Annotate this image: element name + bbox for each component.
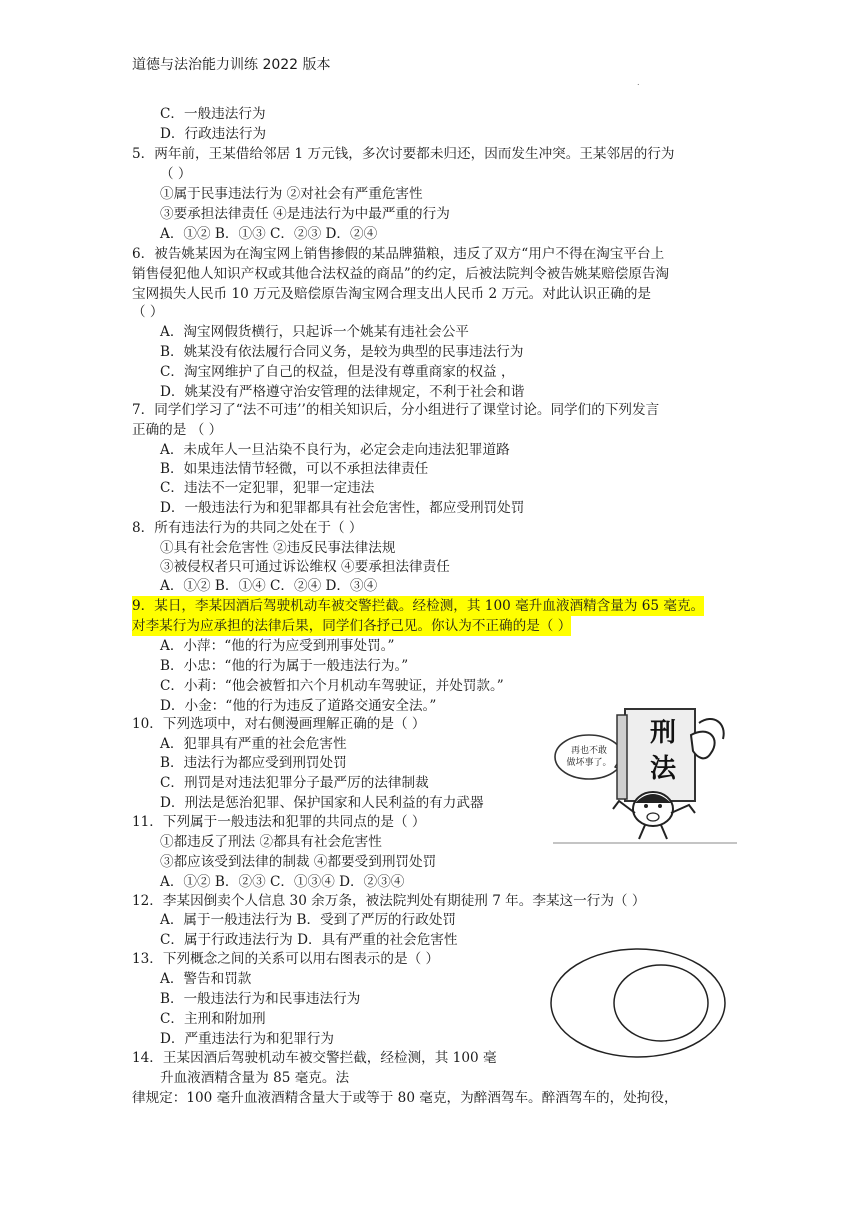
q10-stem: 10．下列选项中，对右侧漫画理解正确的是（ ） bbox=[132, 716, 426, 732]
q11-items-1: ①都违反了刑法 ②都具有社会危害性 bbox=[160, 834, 382, 850]
book-title-1: 刑 bbox=[649, 718, 677, 748]
q12-stem: 12．李某因倒卖个人信息 30 余万条，被法院判处有期徒刑 7 年。李某这一行为（ ） bbox=[132, 893, 646, 909]
q4-option-c: C．一般违法行为 bbox=[160, 106, 266, 122]
inner-ellipse bbox=[614, 965, 708, 1041]
q14-stem-3: 律规定：100 毫升血液酒精含量大于或等于 80 毫克，为醉酒驾车。醉酒驾车的，处拘役， bbox=[132, 1090, 678, 1106]
q8-items-2: ③被侵权者只可通过诉讼维权 ④要承担法律责任 bbox=[160, 559, 450, 575]
q10-option-b: B．违法行为都应受到刑罚处罚 bbox=[160, 755, 347, 771]
q7-option-c: C．违法不一定犯罪，犯罪一定违法 bbox=[160, 480, 375, 496]
q8-options: A．①② B．①④ C．②④ D．③④ bbox=[160, 578, 378, 594]
q6-option-d: D．姚某没有严格遵守治安管理的法律规定，不利于社会和谐 bbox=[160, 384, 525, 400]
q7-stem-1: 7．同学们学习了“法不可违’’的相关知识后，分小组进行了课堂讨论。同学们的下列发言 bbox=[132, 402, 660, 418]
q12-options-1: A．属于一般违法行为 B．受到了严厉的行政处罚 bbox=[160, 912, 457, 928]
q13-option-c: C．主刑和附加刑 bbox=[160, 1011, 266, 1027]
q6-stem-1: 6．被告姚某因为在淘宝网上销售掺假的某品牌猫粮，违反了双方“用户不得在淘宝平台上 bbox=[132, 246, 665, 262]
q6-option-a: A．淘宝网假货横行，只起诉一个姚某有违社会公平 bbox=[160, 324, 469, 340]
q7-stem-2: 正确的是 （ ） bbox=[132, 422, 223, 438]
q9-stem-1: 9．某日，李某因酒后驾驶机动车被交警拦截。经检测，其 100 毫升血液酒精含量为 65 毫克。 bbox=[132, 598, 705, 614]
q7-option-b: B．如果违法情节轻微，可以不承担法律责任 bbox=[160, 461, 429, 477]
q13-option-b: B．一般违法行为和民事违法行为 bbox=[160, 991, 361, 1007]
q9-option-c: C．小莉：“他会被暂扣六个月机动车驾驶证，并处罚款。” bbox=[160, 678, 504, 694]
q13-stem: 13．下列概念之间的关系可以用右图表示的是（ ） bbox=[132, 951, 440, 967]
q8-stem: 8．所有违法行为的共同之处在于（ ） bbox=[132, 520, 363, 536]
q5-stem: 5．两年前，王某借给邻居 1 万元钱，多次讨要都未归还，因而发生冲突。王某邻居的行为 bbox=[132, 146, 675, 162]
q11-items-2: ③都应该受到法律的制裁 ④都要受到刑罚处罚 bbox=[160, 854, 437, 870]
q12-options-2: C．属于行政违法行为 D．具有严重的社会危害性 bbox=[160, 932, 458, 948]
q10-option-a: A．犯罪具有严重的社会危害性 bbox=[160, 736, 347, 752]
q5-options: A．①② B．①③ C．②③ D．②④ bbox=[160, 226, 378, 242]
q14-stem-2: 升血液酒精含量为 85 毫克。法 bbox=[160, 1070, 350, 1086]
q11-options: A．①② B．②③ C．①③④ D．②③④ bbox=[160, 874, 405, 890]
q10-option-d: D．刑法是惩治犯罪、保护国家和人民利益的有力武器 bbox=[160, 795, 484, 811]
book-title-2: 法 bbox=[649, 754, 677, 784]
speech-line-1: 再也不敢 bbox=[570, 746, 608, 756]
q7-option-a: A．未成年人一旦沾染不良行为，必定会走向违法犯罪道路 bbox=[160, 442, 510, 458]
outer-ellipse bbox=[551, 949, 725, 1057]
criminal-law-cartoon bbox=[553, 705, 737, 845]
q6-blank: （ ） bbox=[132, 304, 164, 320]
q14-stem-1: 14．王某因酒后驾驶机动车被交警拦截，经检测，其 100 毫 bbox=[132, 1050, 497, 1066]
q5-blank: （ ） bbox=[160, 166, 192, 182]
q6-stem-2: 销售侵犯他人知识产权或其他合法权益的商品”的约定，后被法院判令被告姚某赔偿原告淘 bbox=[132, 266, 670, 282]
q5-items-2: ③要承担法律责任 ④是违法行为中最严重的行为 bbox=[160, 206, 450, 222]
q6-stem-3: 宝网损失人民币 10 万元及赔偿原告淘宝网合理支出人民币 2 万元。对此认识正确的是 bbox=[132, 286, 652, 302]
stray-dot: . bbox=[637, 78, 640, 87]
q9-option-d: D．小金：“他的行为违反了道路交通安全法。” bbox=[160, 698, 437, 714]
q6-option-c: C．淘宝网维护了自己的权益，但是没有尊重商家的权益 ， bbox=[160, 364, 515, 380]
page-header: 道德与法治能力训练 2022 版本 bbox=[132, 57, 331, 73]
q13-option-d: D．严重违法行为和犯罪行为 bbox=[160, 1031, 335, 1047]
q9-option-a: A．小萍：“他的行为应受到刑事处罚。” bbox=[160, 638, 395, 654]
q4-option-d: D．行政违法行为 bbox=[160, 126, 267, 142]
q7-option-d: D．一般违法行为和犯罪都具有社会危害性，都应受刑罚处罚 bbox=[160, 500, 525, 516]
q11-stem: 11．下列属于一般违法和犯罪的共同点的是（ ） bbox=[132, 814, 426, 830]
nested-ellipse-diagram bbox=[549, 947, 727, 1059]
speech-line-2: 做坏事了。 bbox=[566, 758, 612, 768]
q8-items-1: ①具有社会危害性 ②违反民事法律法规 bbox=[160, 540, 396, 556]
q9-stem-2: 对李某行为应承担的法律后果，同学们各抒己见。你认为不正确的是（ ） bbox=[132, 618, 572, 634]
q13-option-a: A．警告和罚款 bbox=[160, 971, 252, 987]
q10-option-c: C．刑罚是对违法犯罪分子最严厉的法律制裁 bbox=[160, 775, 429, 791]
q5-items-1: ①属于民事违法行为 ②对社会有严重危害性 bbox=[160, 186, 423, 202]
q9-option-b: B．小忠：“他的行为属于一般违法行为。” bbox=[160, 658, 409, 674]
q6-option-b: B．姚某没有依法履行合同义务，是较为典型的民事违法行为 bbox=[160, 344, 524, 360]
